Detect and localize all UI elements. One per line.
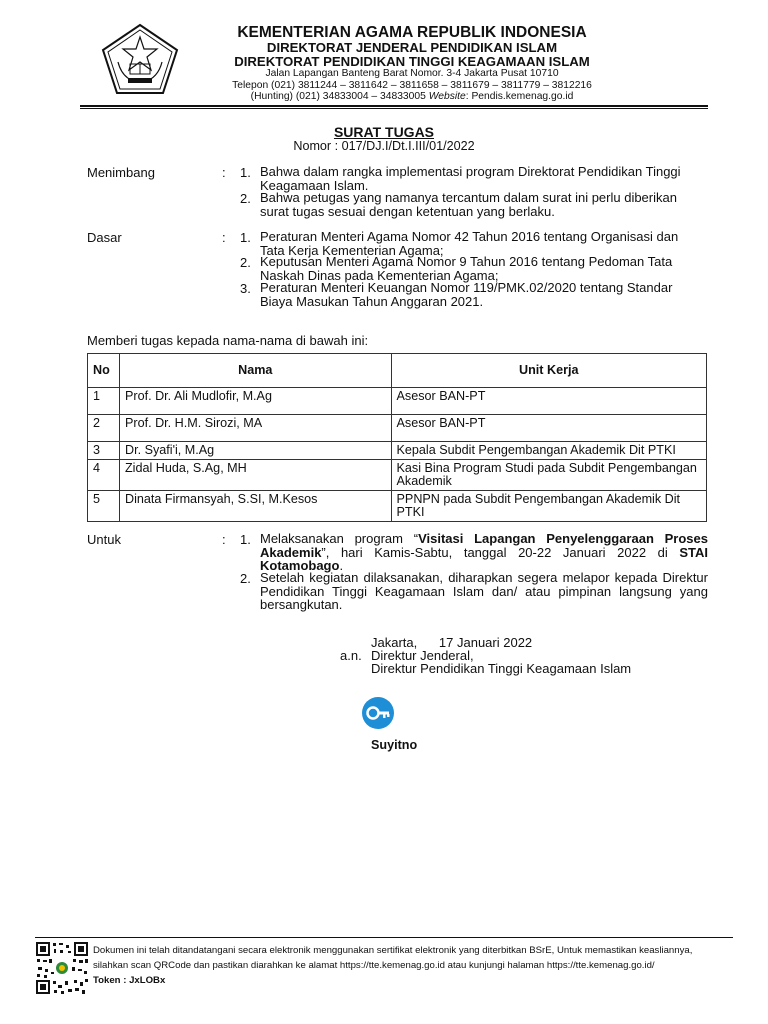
footer-token: Token : JxLOBx — [93, 975, 166, 986]
untuk-item-2: Setelah kegiatan dilaksanakan, diharapkan segera melapor kepada Direktur Pendidikan Tinggi Keagamaan Islam dan/ atau pimpinan langsung yang bersangkutan. — [260, 570, 708, 613]
table-cell-unit: PPNPN pada Subdit Pengembangan Akademik Dit PTKI — [391, 491, 706, 522]
untuk-item-1-post: . — [339, 558, 344, 574]
letter-number: Nomor : 017/DJ.I/Dt.I.III/01/2022 — [293, 139, 475, 153]
dasar-item-3-line2: Biaya Masukan Tahun Anggaran 2021. — [260, 293, 484, 309]
table-cell-nama: Dinata Firmansyah, S.SI, M.Kesos — [119, 491, 391, 522]
menimbang-item-2 — [260, 191, 708, 218]
dasar-num-2: 2. — [240, 255, 251, 270]
letter-title: SURAT TUGAS — [333, 124, 435, 140]
menimbang-label: Menimbang — [87, 165, 155, 180]
table-row — [88, 442, 707, 460]
table-row — [88, 460, 707, 491]
table-cell-nama: Prof. Dr. H.M. Sirozi, MA — [119, 415, 391, 442]
table-cell-no: 3 — [88, 442, 120, 460]
header-phone: Telepon (021) 3811244 – 3811642 – 3811658 – 3811679 – 3811779 – 3812216 — [232, 80, 592, 91]
table-cell-no: 5 — [88, 491, 120, 522]
footer-rule — [35, 937, 733, 938]
menimbang-item-1-line2: Keagamaan Islam. — [260, 177, 369, 193]
header-directorate: DIREKTORAT PENDIDIKAN TINGGI KEAGAMAAN ISLAM — [234, 54, 590, 69]
menimbang-item-1-line1: Bahwa dalam rangka implementasi program Direktorat Pendidikan Tinggi — [260, 164, 681, 179]
table-cell-unit: Kepala Subdit Pengembangan Akademik Dit PTKI — [391, 442, 706, 460]
table-cell-nama: Zidal Huda, S.Ag, MH — [119, 460, 391, 491]
signatory-name: Suyitno — [371, 738, 418, 752]
dasar-num-3: 3. — [240, 281, 251, 296]
dasar-item-2-line1: Keputusan Menteri Agama Nomor 9 Tahun 2016 tentang Pedoman Tata — [260, 254, 673, 269]
table-cell-nama: Dr. Syafi'i, M.Ag — [119, 442, 391, 460]
assign-intro: Memberi tugas kepada nama-nama di bawah ini: — [87, 333, 369, 348]
menimbang-item-2-line1: Bahwa petugas yang namanya tercantum dalam surat ini perlu diberikan — [260, 190, 677, 205]
dasar-item-1-line2: Tata Kerja Kementerian Agama; — [260, 242, 444, 258]
dasar-item-3 — [260, 281, 708, 308]
untuk-colon: : — [222, 532, 226, 547]
program-name: Visitasi Lapangan Penyelenggaraan Proses Akademik — [260, 531, 708, 560]
website-value: : Pendis.kemenag.go.id — [465, 91, 574, 102]
footer-notice-line-1: Dokumen ini telah ditandatangani secara elektronik menggunakan sertifikat elektronik yang diterbitkan BSrE, Untuk memastikan keasliannya, — [93, 945, 693, 956]
dasar-label: Dasar — [87, 230, 122, 245]
dasar-num-1: 1. — [240, 230, 251, 245]
electronic-signature-seal-icon — [361, 696, 395, 730]
table-cell-no: 4 — [88, 460, 120, 491]
table-header-unit: Unit Kerja — [391, 354, 706, 388]
qr-code[interactable] — [35, 941, 89, 995]
table-cell-unit: Asesor BAN-PT — [391, 415, 706, 442]
header-rule-thin — [80, 108, 708, 109]
table-cell-no: 1 — [88, 388, 120, 415]
untuk-item-1-pre: Melaksanakan program “ — [260, 531, 419, 546]
signature-title-2: Direktur Pendidikan Tinggi Keagamaan Islam — [371, 661, 632, 676]
table-row — [88, 388, 707, 415]
website-label: Website — [428, 91, 466, 102]
header-hunting — [190, 91, 634, 102]
hunting-numbers: (Hunting) (021) 34833004 – 34833005 — [250, 91, 426, 102]
menimbang-num-2: 2. — [240, 191, 251, 206]
untuk-num-1: 1. — [240, 532, 251, 547]
header-directorate-general: DIREKTORAT JENDERAL PENDIDIKAN ISLAM — [266, 40, 558, 55]
dasar-item-3-line1: Peraturan Menteri Keuangan Nomor 119/PMK.02/2020 tentang Standar — [260, 280, 673, 295]
dasar-item-1-line1: Peraturan Menteri Agama Nomor 42 Tahun 2016 tentang Organisasi dan — [260, 229, 679, 244]
signature-title-1: Direktur Jenderal, — [371, 648, 474, 663]
dasar-item-2-line2: Naskah Dinas pada Kementerian Agama; — [260, 267, 499, 283]
table-header-row — [88, 354, 707, 388]
table-cell-unit: Kasi Bina Program Studi pada Subdit Pengembangan Akademik — [391, 460, 706, 491]
header-ministry: KEMENTERIAN AGAMA REPUBLIK INDONESIA — [237, 24, 587, 41]
institution-name: STAI Kotamobago — [260, 544, 708, 574]
menimbang-item-1 — [260, 165, 708, 192]
table-header-no: No — [88, 354, 120, 388]
dasar-item-2 — [260, 255, 708, 282]
untuk-num-2: 2. — [240, 571, 251, 586]
menimbang-item-2-line2: surat tugas sesuai dengan ketentuan yang berlaku. — [260, 203, 555, 219]
untuk-item-1-mid: ”, hari Kamis-Sabtu, tanggal 20-22 Januari 2022 di — [321, 544, 680, 560]
table-cell-no: 2 — [88, 415, 120, 442]
untuk-item-1 — [260, 532, 708, 573]
menimbang-num-1: 1. — [240, 165, 251, 180]
menimbang-colon: : — [222, 165, 226, 180]
untuk-label: Untuk — [87, 532, 121, 547]
footer-notice-line-2: silahkan scan QRCode dan pastikan diarahkan ke alamat https://tte.kemenag.go.id atau kunjungi halaman https://tte.kemenag.go.id/ — [93, 960, 655, 971]
table-cell-unit: Asesor BAN-PT — [391, 388, 706, 415]
header-rule-thick — [80, 105, 708, 107]
signature-an: a.n. — [340, 648, 362, 663]
table-row — [88, 491, 707, 522]
header-address: Jalan Lapangan Banteng Barat Nomor. 3-4 Jakarta Pusat 10710 — [265, 68, 559, 79]
table-row — [88, 415, 707, 442]
assignee-table — [87, 353, 707, 522]
table-cell-nama: Prof. Dr. Ali Mudlofir, M.Ag — [119, 388, 391, 415]
dasar-colon: : — [222, 230, 226, 245]
kemenag-logo — [100, 22, 180, 96]
table-header-nama: Nama — [119, 354, 391, 388]
signature-place-date: Jakarta, 17 Januari 2022 — [371, 635, 533, 650]
